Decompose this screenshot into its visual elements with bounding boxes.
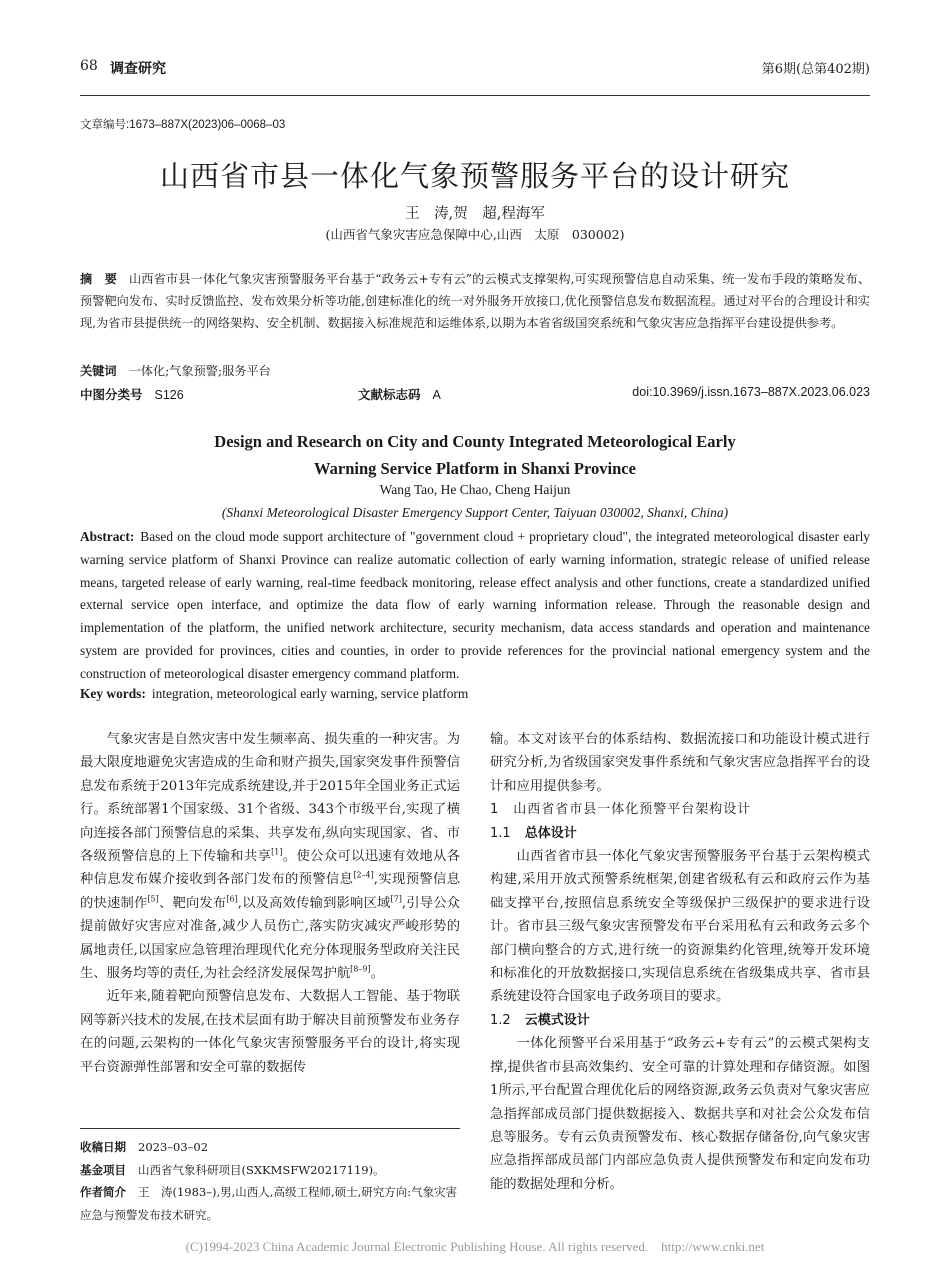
affiliation-cn: (山西省气象灾害应急保障中心,山西 太原 030002) bbox=[325, 227, 625, 242]
keywords-en-text: integration, meteorological early warning, service platform bbox=[151, 686, 469, 701]
keywords-cn bbox=[80, 362, 271, 379]
page-number: 68 bbox=[80, 58, 98, 74]
copyright-footer: (C)1994-2023 China Academic Journal Electronic Publishing House. All rights reserved. http://www.cnki.net bbox=[185, 1239, 765, 1254]
citation-ref: [8–9] bbox=[350, 964, 371, 974]
keywords-cn-label: 关键词 bbox=[80, 364, 117, 378]
authors-en: Wang Tao, He Chao, Cheng Haijun bbox=[379, 482, 571, 497]
abstract-en-text: Based on the cloud mode support architecture of "government cloud + proprietary cloud", the integrated meteorological disaster early warning service platform of Shanxi Province can realize automatic collection of early warning information, strategic release of unified release means, targeted release of early warning, real-time feedback monitoring, release effect analysis and other functions, create a standardized unified external service open interface, and optimize the data flow of early warning information release. Through the reasonable design and implementation of the platform, the unified network architecture, security mechanism, data access standards and operation and maintenance system are provided for provinces, cities and counties, in order to provide references for the provincial national emergency system and the construction of meteorological disaster emergency command platform. bbox=[80, 529, 870, 681]
footnote-received: 收稿日期 2023–03–02 bbox=[80, 1140, 209, 1154]
classification-row bbox=[80, 385, 870, 405]
issue-info: 第6期(总第402期) bbox=[761, 62, 870, 77]
footnote-fund: 基金项目 山西省气象科研项目(SXKMSFW20217119)。 bbox=[80, 1162, 385, 1177]
clc-number: 中图分类号 S126 bbox=[80, 387, 184, 402]
body-column-left bbox=[80, 728, 460, 1079]
abstract-en-label: Abstract: bbox=[80, 529, 135, 544]
paragraph-intro-2: 近年来,随着靶向预警信息发布、大数据人工智能、基于物联网等新兴技术的发展,在技术层面有助于解决目前预警发布业务存在的问题,云架构的一体化气象灾害预警服务平台的设计,将实现平台资源弹性部署和安全可靠的数据传 bbox=[80, 989, 460, 1075]
paper-title-en-line1: Design and Research on City and County Integrated Meteorological Early bbox=[214, 432, 736, 451]
running-header bbox=[80, 58, 870, 80]
abstract-cn-text: 山西省市县一体化气象灾害预警服务平台基于“政务云+专有云”的云模式支撑架构,可实现预警信息自动采集、统一发布手段的策略发布、预警靶向发布、实时反馈监控、发布效果分析等功能,创建标准化的统一对外服务开放接口,优化预警信息发布数据流程。通过对平台的合理设计和实现,为省市县提供统一的网络架构、安全机制、数据接入标准规范和运维体系,以期为本省省级国突系统和气象灾害应急指挥平台建设提供参考。 bbox=[80, 272, 871, 330]
doi: doi:10.3969/j.issn.1673–887X.2023.06.023 bbox=[632, 385, 870, 399]
header-rule bbox=[80, 95, 870, 96]
section-heading-1-2: 1.2 云模式设计 bbox=[490, 1012, 590, 1028]
citation-ref: [2–4] bbox=[353, 871, 374, 881]
paper-title-en-line2: Warning Service Platform in Shanxi Province bbox=[314, 459, 636, 478]
citation-ref: [5] bbox=[147, 894, 159, 904]
abstract-cn bbox=[80, 268, 870, 334]
affiliation-en: (Shanxi Meteorological Disaster Emergency Support Center, Taiyuan 030002, Shanxi, China) bbox=[221, 505, 729, 520]
body-column-right bbox=[490, 728, 870, 1196]
paragraph-overall-design: 山西省省市县一体化气象灾害预警服务平台基于云架构模式构建,采用开放式预警系统框架,创建省级私有云和政府云作为基础支撑平台,按照信息系统安全等级保护三级保护的要求进行设计。省市县三级气象灾害预警发布平台采用私有云和政务云多个部门横向整合的方式,进行统一的资源集约化管理,统筹开发环境和标准化的开放数据接口,实现信息系统在省级集成共享、省市县系统建设符合国家电子政务项目的要求。 bbox=[490, 849, 870, 1005]
paragraph-intro-1: 气象灾害是自然灾害中发生频率高、损失重的一种灾害。为最大限度地避免灾害造成的生命和财产损失,国家突发事件预警信息发布系统于2013年完成系统建设,并于2015年全国业务正式运行。系统部署1个国家级、31个省级、343个市级平台,实现了横向连接各部门预警信息的采集、共享发布,纵向实现国家、省、市各级预警信息的上下传输和共享[1]。使公众可以迅速有效地从各种信息发布媒介接收到各部门发布的预警信息[2–4],实现预警信息的快速制作[5]、靶向发布[6],以及高效传输到影响区域[7],引导公众提前做好灾害应对准备,减少人员伤亡,落实防灾减灾严峻形势的属地责任,以国家应急管理治理现代化充分体现服务型政府关注民生、服务均等的责任,为社会经济发展保驾护航[8–9]。 bbox=[80, 732, 461, 982]
paragraph-cloud-mode: 一体化预警平台采用基于“政务云+专有云”的云模式架构支撑,提供省市县高效集约、安全可靠的计算处理和存储资源。如图1所示,平台配置合理优化后的网络资源,政务云负责对气象灾害应急指挥部成员部门提供数据接入、数据共享和对社会公众发布信息等服务。专有云负责预警发布、核心数据存储备份,向气象灾害应急指挥部成员部门内部应急负责人提供预警发布和定向发布功能的数据处理和分析。 bbox=[490, 1036, 870, 1192]
paper-title-cn: 山西省市县一体化气象预警服务平台的设计研究 bbox=[159, 159, 790, 193]
keywords-en bbox=[80, 686, 468, 702]
abstract-en bbox=[80, 526, 870, 686]
paragraph-continued: 输。本文对该平台的体系结构、数据流接口和功能设计模式进行研究分析,为省级国家突发事件系统和气象灾害应急指挥平台的设计和应用提供参考。 bbox=[490, 732, 870, 794]
paper-title-en bbox=[0, 428, 950, 482]
article-number: 文章编号:1673–887X(2023)06–0068–03 bbox=[80, 119, 286, 131]
keywords-en-label: Key words: bbox=[80, 686, 146, 701]
journal-section: 调查研究 bbox=[110, 61, 166, 77]
citation-ref: [7] bbox=[390, 894, 402, 904]
keywords-cn-text: 一体化;气象预警;服务平台 bbox=[128, 364, 271, 378]
section-heading-1-1: 1.1 总体设计 bbox=[490, 825, 577, 841]
footnote-author: 作者简介 王 涛(1983–),男,山西人,高级工程师,硕士,研究方向:气象灾害应急与预警发布技术研究。 bbox=[80, 1185, 458, 1222]
footnote-rule bbox=[80, 1128, 460, 1129]
citation-ref: [1] bbox=[271, 847, 283, 857]
citation-ref: [6] bbox=[226, 894, 238, 904]
document-code: 文献标志码 A bbox=[358, 387, 441, 402]
abstract-cn-label: 摘 要 bbox=[80, 272, 117, 286]
section-heading-1: 1 山西省省市县一体化预警平台架构设计 bbox=[490, 802, 752, 818]
footnotes bbox=[80, 1136, 460, 1226]
authors-cn: 王 涛,贺 超,程海军 bbox=[405, 206, 545, 222]
